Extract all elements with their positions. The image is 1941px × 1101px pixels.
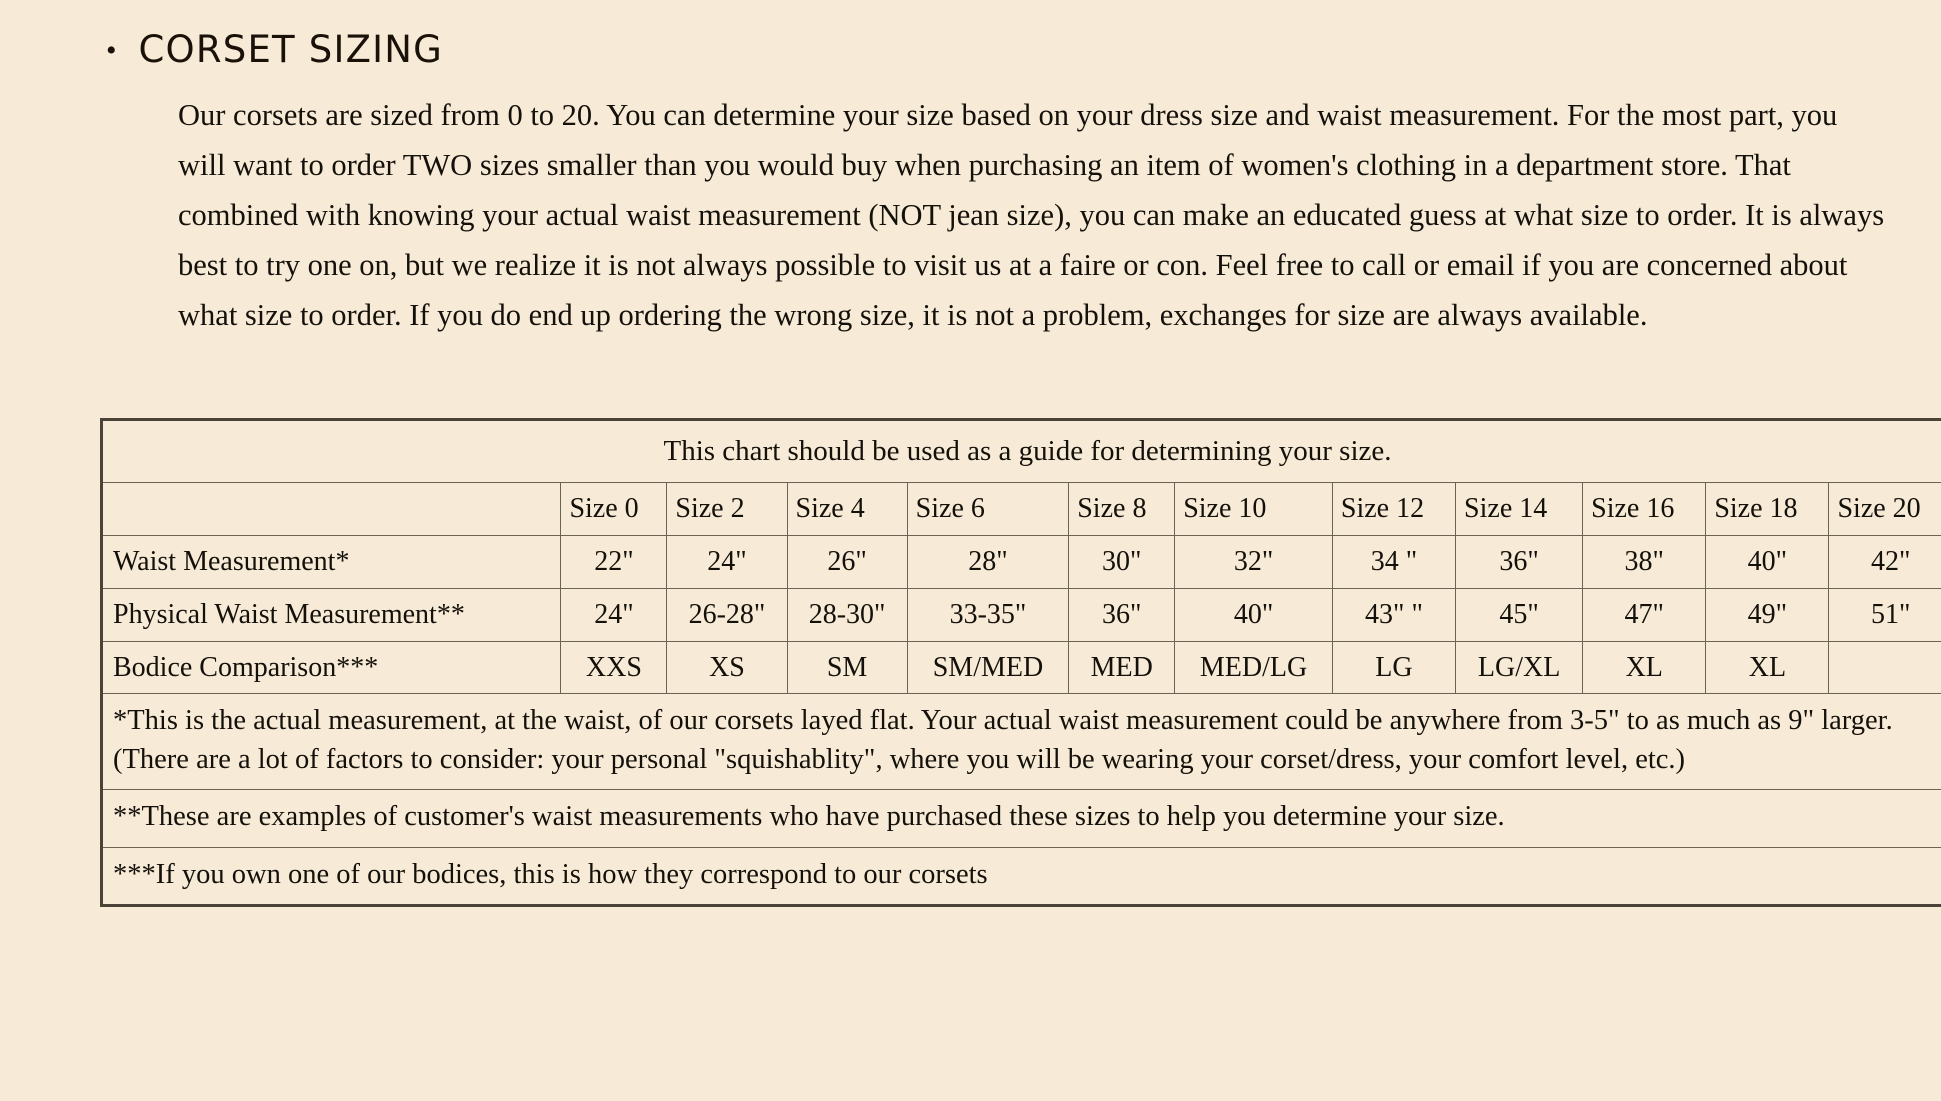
cell-bodice-size12: LG [1332, 641, 1455, 694]
cell-waist-size18: 40" [1706, 536, 1829, 589]
cell-waist-size6: 28" [907, 536, 1069, 589]
cell-physical-size12: 43" " [1332, 588, 1455, 641]
intro-paragraph: Our corsets are sized from 0 to 20. You can determine your size based on your dress size and waist measurement. For the most part, you will want to order TWO sizes smaller than you would buy when purchasing an item of women's clothing in a department store. That combined with knowing your actual waist measurement (NOT jean size), you can make an educated guess at what size to order. It is always best to try one on, but we realize it is not always possible to visit us at a faire or con. Feel free to call or email if you are concerned about what size to order. If you do end up ordering the wrong size, it is not a problem, exchanges for size are always available. [178, 98, 1885, 333]
header-blank-cell [102, 483, 561, 536]
cell-waist-size4: 26" [787, 536, 907, 589]
row-label-physical-waist-measurement: Physical Waist Measurement** [102, 588, 561, 641]
table-caption-row [102, 420, 1941, 483]
cell-waist-size10: 32" [1175, 536, 1333, 589]
cell-waist-size8: 30" [1069, 536, 1175, 589]
cell-physical-size6: 33-35" [907, 588, 1069, 641]
cell-physical-size2: 26-28" [667, 588, 787, 641]
table-row [102, 536, 1941, 589]
cell-bodice-size2: XS [667, 641, 787, 694]
header-size-16: Size 16 [1583, 483, 1706, 536]
footnote-physical-measurement: **These are examples of customer's waist measurements who have purchased these sizes to help you determine your size. [102, 790, 1941, 847]
table-note-row [102, 790, 1941, 847]
footnote-bodice-comparison: ***If you own one of our bodices, this is how they correspond to our corsets [102, 847, 1941, 905]
cell-physical-size18: 49" [1706, 588, 1829, 641]
cell-waist-size20: 42" [1829, 536, 1941, 589]
cell-physical-size10: 40" [1175, 588, 1333, 641]
cell-bodice-size18: XL [1706, 641, 1829, 694]
header-size-14: Size 14 [1456, 483, 1583, 536]
cell-waist-size12: 34 " [1332, 536, 1455, 589]
table-header-row [102, 483, 1941, 536]
header-size-6: Size 6 [907, 483, 1069, 536]
cell-bodice-size8: MED [1069, 641, 1175, 694]
cell-physical-size16: 47" [1583, 588, 1706, 641]
header-size-8: Size 8 [1069, 483, 1175, 536]
cell-bodice-size0: XXS [561, 641, 667, 694]
page-title: CORSET SIZING [138, 28, 444, 71]
cell-physical-size0: 24" [561, 588, 667, 641]
header-size-20: Size 20 [1829, 483, 1941, 536]
row-label-bodice-comparison: Bodice Comparison*** [102, 641, 561, 694]
table-caption: This chart should be used as a guide for determining your size. [102, 420, 1941, 483]
cell-waist-size2: 24" [667, 536, 787, 589]
cell-bodice-size16: XL [1583, 641, 1706, 694]
cell-waist-size14: 36" [1456, 536, 1583, 589]
header-size-18: Size 18 [1706, 483, 1829, 536]
header-size-10: Size 10 [1175, 483, 1333, 536]
sizing-table [100, 418, 1941, 907]
cell-bodice-size6: SM/MED [907, 641, 1069, 694]
header-size-12: Size 12 [1332, 483, 1455, 536]
bullet-icon: • [106, 34, 117, 67]
footnote-waist-measurement: *This is the actual measurement, at the waist, of our corsets layed flat. Your actual waist measurement could be anywhere from 3-5" to as much as 9" larger. (There are a lot of factors to consider: your personal "squishablity", where you will be wearing your corset/dress, your comfort level, etc.) [102, 694, 1941, 790]
table-note-row [102, 694, 1941, 790]
cell-waist-size16: 38" [1583, 536, 1706, 589]
cell-bodice-size20 [1829, 641, 1941, 694]
header-size-0: Size 0 [561, 483, 667, 536]
cell-physical-size14: 45" [1456, 588, 1583, 641]
table-row [102, 588, 1941, 641]
section-heading [82, 18, 1885, 74]
cell-physical-size8: 36" [1069, 588, 1175, 641]
cell-bodice-size10: MED/LG [1175, 641, 1333, 694]
row-label-waist-measurement: Waist Measurement* [102, 536, 561, 589]
header-size-4: Size 4 [787, 483, 907, 536]
cell-physical-size4: 28-30" [787, 588, 907, 641]
cell-bodice-size14: LG/XL [1456, 641, 1583, 694]
cell-physical-size20: 51" [1829, 588, 1941, 641]
sizing-table-wrapper [100, 418, 1921, 907]
table-note-row [102, 847, 1941, 905]
cell-waist-size0: 22" [561, 536, 667, 589]
cell-bodice-size4: SM [787, 641, 907, 694]
table-row [102, 641, 1941, 694]
header-size-2: Size 2 [667, 483, 787, 536]
